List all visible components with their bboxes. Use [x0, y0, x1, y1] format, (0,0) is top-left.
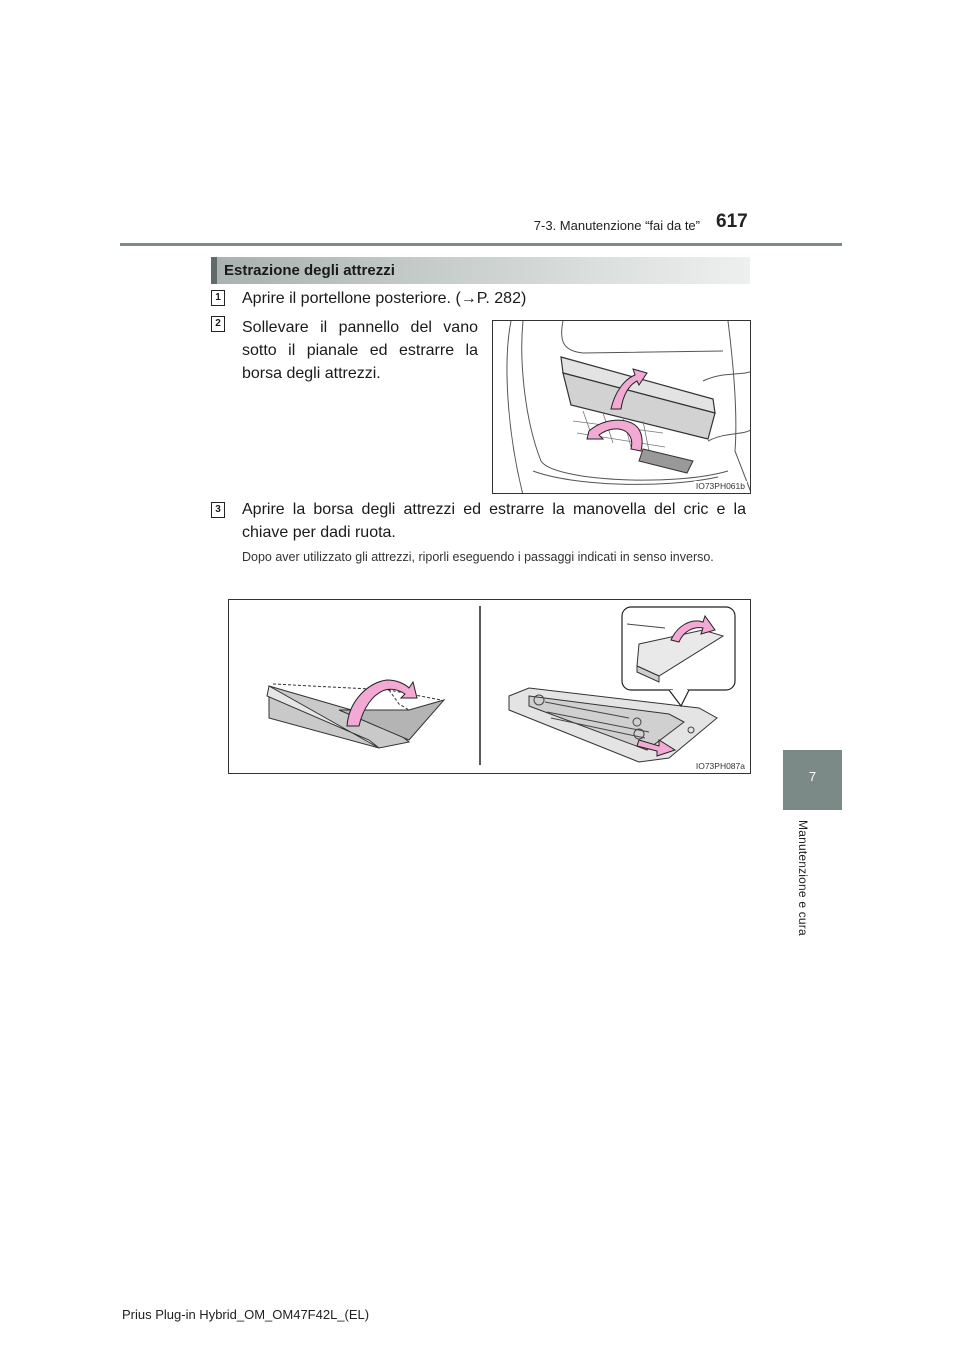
procedure-note: Dopo aver utilizzato gli attrezzi, riporli eseguendo i passaggi indicati in senso inverso. — [242, 550, 714, 564]
figure-id-1: IO73PH061b — [695, 481, 745, 491]
figure-trunk-floor-panel — [492, 320, 751, 494]
figure-tool-bag — [228, 599, 751, 774]
page-number: 617 — [716, 211, 748, 232]
step-number-3: 3 — [211, 502, 225, 518]
chapter-number: 7 — [808, 769, 817, 784]
figure-id-2: IO73PH087a — [695, 761, 745, 771]
tool-bag-illustration — [229, 600, 751, 774]
step-text-1: Aprire il portellone posteriore. (→P. 282) — [242, 290, 527, 307]
step-number-1: 1 — [211, 290, 225, 306]
section-title: Estrazione degli attrezzi — [224, 262, 395, 279]
header-rule — [120, 243, 842, 246]
step-text-3: Aprire la borsa degli attrezzi ed estrarre la manovella del cric e la chiave per dadi ruota. — [242, 501, 746, 541]
chapter-title: Manutenzione e cura — [796, 820, 810, 936]
running-header-section: 7-3. Manutenzione “fai da te” — [533, 218, 700, 233]
document-footer: Prius Plug-in Hybrid_OM_OM47F42L_(EL) — [122, 1307, 370, 1322]
step-text-2: Sollevare il pannello del vano sotto il pianale ed estrarre la borsa degli attrezzi. — [242, 319, 478, 382]
step-number-2: 2 — [211, 316, 225, 332]
trunk-illustration — [493, 321, 751, 494]
